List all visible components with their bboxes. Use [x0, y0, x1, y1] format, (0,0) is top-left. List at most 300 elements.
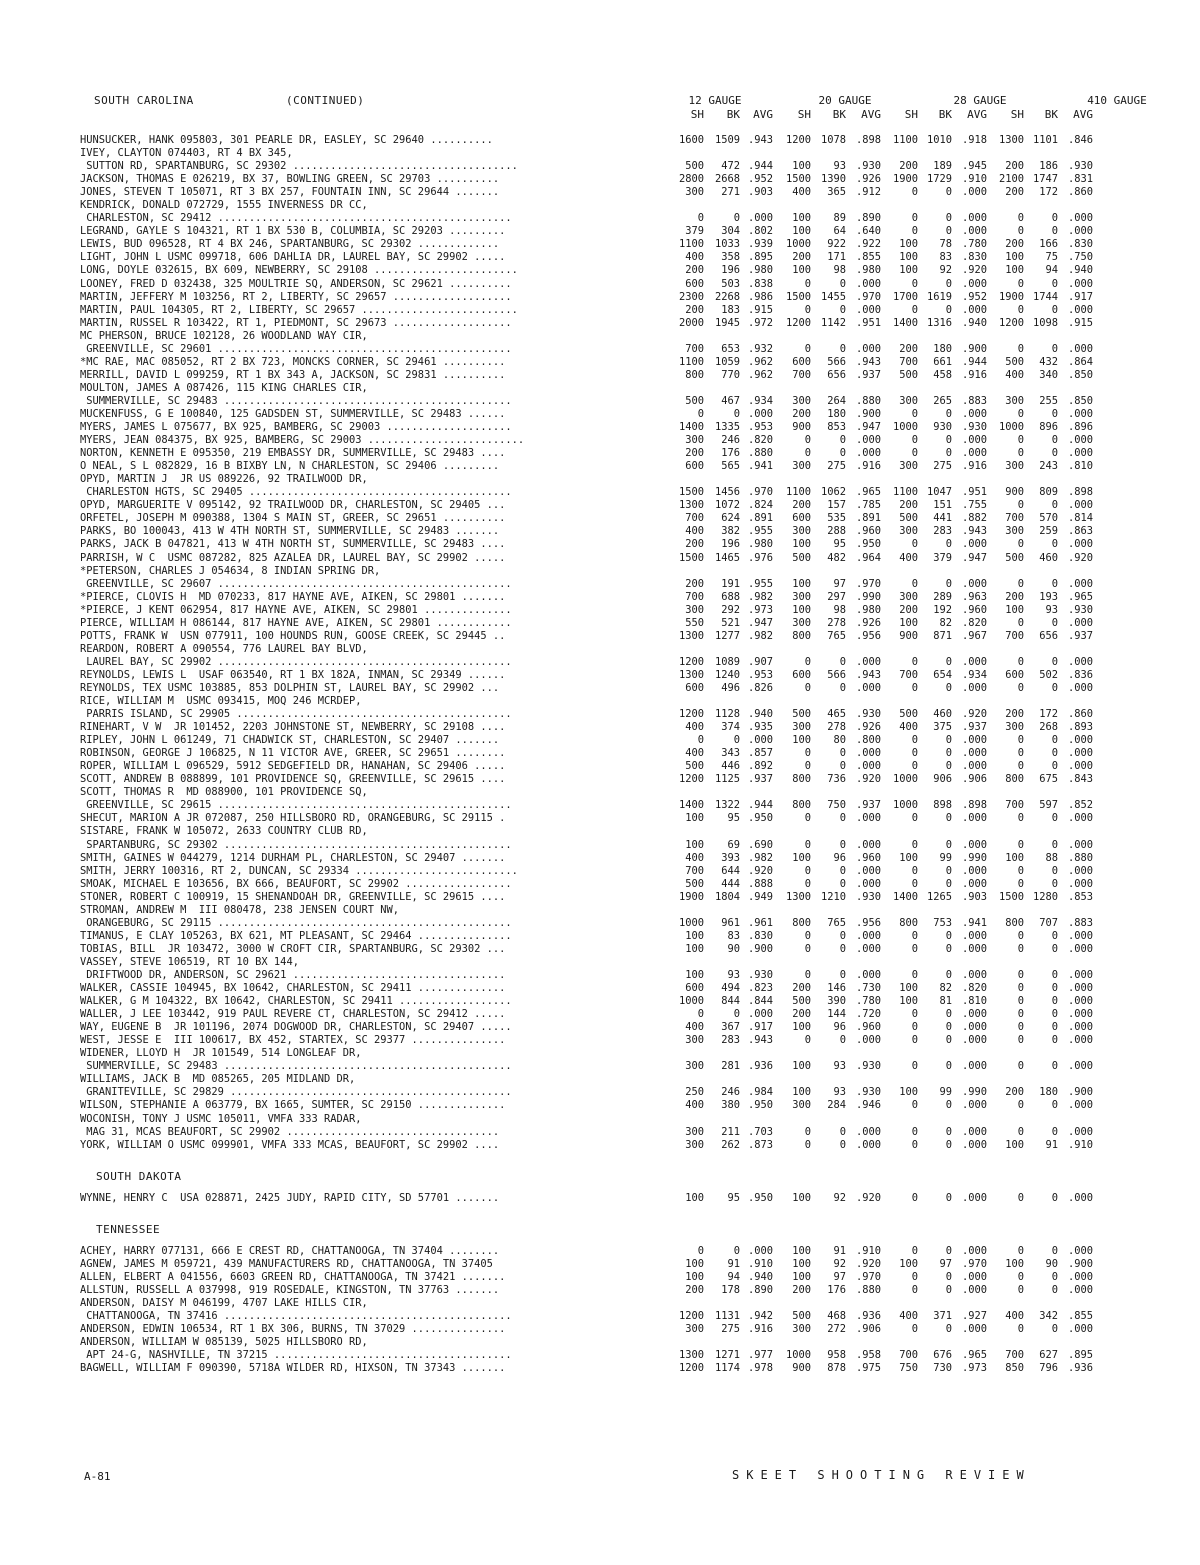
score-cell: .640	[855, 225, 881, 238]
score-cell: 0	[1051, 447, 1058, 460]
score-cell: .000	[961, 864, 987, 877]
score-cell: .880	[855, 394, 881, 407]
score-cell: 0	[1051, 760, 1058, 773]
table-row	[80, 421, 1190, 434]
score-cell: 200	[1005, 1086, 1024, 1099]
score-cell: 300	[1005, 394, 1024, 407]
score-cell: 75	[1045, 251, 1058, 264]
score-cell: 1200	[785, 134, 811, 146]
score-cell: 1400	[892, 890, 918, 903]
score-cell: 0	[945, 303, 952, 316]
score-cell: 200	[899, 160, 918, 173]
score-cell: 200	[1005, 708, 1024, 721]
score-cell: .916	[747, 1322, 773, 1335]
score-cell: 0	[839, 864, 846, 877]
member-entry: WALLER, J LEE 103442, 919 PAUL REVERE CT, CHARLESTON, SC 29412 .....	[80, 1008, 506, 1021]
score-cell: .900	[855, 407, 881, 420]
score-cell: .941	[747, 460, 773, 473]
member-entry: *MC RAE, MAC 085052, RT 2 BX 723, MONCKS CORNER, SC 29461 ..........	[80, 355, 506, 368]
score-cell: 64	[833, 225, 846, 238]
score-cell: 96	[833, 851, 846, 864]
score-cell: 264	[827, 394, 846, 407]
table-row	[80, 408, 1190, 421]
score-cell: 275	[827, 460, 846, 473]
score-cell: 1456	[714, 486, 740, 499]
table-row	[80, 1008, 1190, 1021]
score-cell: 200	[685, 1283, 704, 1296]
score-cell: 1200	[678, 1362, 704, 1375]
score-cell: .000	[1067, 969, 1093, 981]
score-cell: .810	[961, 995, 987, 1008]
score-cell: .918	[961, 134, 987, 146]
score-cell: .984	[747, 1086, 773, 1099]
member-list	[80, 134, 1190, 1375]
score-cell: 283	[721, 1034, 740, 1047]
score-cell: 93	[1045, 603, 1058, 616]
table-row	[80, 1271, 1190, 1284]
score-cell: 171	[827, 251, 846, 264]
column-header: SH	[690, 108, 704, 121]
member-entry: IVEY, CLAYTON 074403, RT 4 BX 345,	[80, 147, 293, 160]
score-cell: 100	[1005, 264, 1024, 277]
score-cell: 82	[939, 982, 952, 995]
score-cell: 0	[911, 812, 918, 825]
score-cell: 0	[1051, 1244, 1058, 1257]
score-cell: .912	[855, 186, 881, 199]
table-row	[80, 578, 1190, 591]
score-cell: .000	[855, 929, 881, 942]
score-cell: 92	[939, 264, 952, 277]
score-cell: .900	[1067, 1086, 1093, 1099]
member-entry: ROPER, WILLIAM L 096529, 5912 SEDGEFIELD DR, HANAHAN, SC 29406 .....	[80, 760, 506, 773]
table-row	[80, 799, 1190, 812]
member-entry: WIDENER, LLOYD H JR 101549, 514 LONGLEAF DR,	[80, 1047, 362, 1060]
score-cell: .943	[961, 525, 987, 538]
table-row	[80, 617, 1190, 630]
score-cell: 283	[933, 525, 952, 538]
member-entry: MARTIN, RUSSEL R 103422, RT 1, PIEDMONT, SC 29673 ...................	[80, 316, 512, 329]
score-cell: 0	[911, 838, 918, 851]
score-cell: 0	[839, 969, 846, 981]
score-cell: 0	[945, 942, 952, 955]
score-cell: .000	[855, 1138, 881, 1151]
score-cell: .970	[855, 290, 881, 303]
score-cell: .990	[961, 851, 987, 864]
score-cell: 157	[827, 499, 846, 512]
score-cell: .000	[961, 1322, 987, 1335]
column-header: BK	[832, 108, 846, 121]
score-cell: .890	[747, 1283, 773, 1296]
member-entry: PARRIS ISLAND, SC 29905 ............................................	[80, 708, 512, 721]
score-cell: 393	[721, 851, 740, 864]
score-cell: 503	[721, 277, 740, 290]
score-cell: 300	[685, 603, 704, 616]
score-cell: 1000	[998, 421, 1024, 434]
score-cell: 0	[839, 655, 846, 668]
score-cell: 0	[804, 342, 811, 355]
score-cell: 0	[1017, 877, 1024, 890]
score-cell: .951	[961, 486, 987, 499]
member-entry: HUNSUCKER, HANK 095803, 301 PEARLE DR, EASLEY, SC 29640 ..........	[80, 134, 493, 146]
table-row	[80, 238, 1190, 251]
score-cell: .000	[961, 1008, 987, 1021]
score-cell: 200	[792, 1283, 811, 1296]
member-entry: GRANITEVILLE, SC 29829 .............................................	[80, 1086, 512, 1099]
score-cell: 1804	[714, 890, 740, 903]
score-cell: .896	[1067, 421, 1093, 434]
score-cell: 1000	[892, 799, 918, 812]
score-cell: 0	[945, 1125, 952, 1138]
score-cell: 1200	[785, 316, 811, 329]
score-cell: 0	[804, 303, 811, 316]
table-row	[80, 173, 1190, 186]
member-entry: GREENVILLE, SC 29601 ...............................................	[80, 342, 512, 355]
score-cell: .855	[855, 251, 881, 264]
score-cell: .000	[1067, 747, 1093, 760]
table-row	[80, 1126, 1190, 1139]
score-cell: 0	[1017, 1322, 1024, 1335]
score-cell: 200	[899, 499, 918, 512]
score-cell: .970	[855, 1270, 881, 1283]
score-cell: 765	[827, 916, 846, 929]
score-cell: .000	[961, 681, 987, 694]
score-cell: .883	[961, 394, 987, 407]
score-cell: 458	[933, 368, 952, 381]
score-cell: 0	[945, 407, 952, 420]
member-entry: *PETERSON, CHARLES J 054634, 8 INDIAN SPRING DR,	[80, 564, 381, 577]
member-entry: SCOTT, THOMAS R MD 088900, 101 PROVIDENCE SQ,	[80, 786, 368, 799]
member-entry: LONG, DOYLE 032615, BX 609, NEWBERRY, SC 29108 .......................	[80, 264, 518, 277]
score-cell: 653	[721, 342, 740, 355]
score-cell: .960	[855, 525, 881, 538]
score-cell: .000	[961, 877, 987, 890]
column-header: AVG	[967, 108, 987, 121]
score-cell: 1059	[714, 355, 740, 368]
member-entry: MOULTON, JAMES A 087426, 115 KING CHARLES CIR,	[80, 381, 368, 394]
table-row	[80, 538, 1190, 551]
member-entry: ANDERSON, EDWIN 106534, RT 1 BX 306, BURNS, TN 37029 ...............	[80, 1322, 506, 1335]
score-cell: .962	[747, 368, 773, 381]
table-row	[80, 1297, 1190, 1310]
score-cell: 1300	[678, 668, 704, 681]
score-cell: .000	[1067, 1060, 1093, 1073]
member-entry: MAG 31, MCAS BEAUFORT, SC 29902 ..................................	[80, 1125, 500, 1138]
member-entry: MYERS, JEAN 084375, BX 925, BAMBERG, SC 29003 .........................	[80, 434, 525, 447]
score-cell: 1265	[926, 890, 952, 903]
score-cell: .945	[961, 160, 987, 173]
gauge-28-header: 28 GAUGE	[953, 94, 1007, 107]
score-cell: 272	[827, 1322, 846, 1335]
score-cell: 300	[685, 1322, 704, 1335]
member-entry: MYERS, JAMES L 075677, BX 925, BAMBERG, SC 29003 ....................	[80, 421, 512, 434]
score-cell: 1300	[678, 499, 704, 512]
score-cell: .000	[961, 760, 987, 773]
score-cell: 500	[685, 394, 704, 407]
score-cell: 0	[945, 225, 952, 238]
score-cell: 0	[911, 1034, 918, 1047]
score-cell: 0	[911, 1138, 918, 1151]
score-cell: .947	[961, 551, 987, 564]
score-cell: .977	[747, 1349, 773, 1362]
table-row	[80, 1310, 1190, 1323]
score-cell: 676	[933, 1349, 952, 1362]
score-cell: 1072	[714, 499, 740, 512]
score-cell: 1100	[678, 238, 704, 251]
score-cell: .000	[1067, 1283, 1093, 1296]
score-cell: 200	[792, 499, 811, 512]
score-cell: 565	[721, 460, 740, 473]
score-cell: 0	[804, 969, 811, 981]
score-cell: 1300	[998, 134, 1024, 146]
member-entry: SCOTT, ANDREW B 088899, 101 PROVIDENCE SQ, GREENVILLE, SC 29615 ....	[80, 773, 506, 786]
score-cell: 0	[804, 864, 811, 877]
score-cell: .943	[855, 355, 881, 368]
score-cell: 502	[1039, 668, 1058, 681]
score-cell: 262	[721, 1138, 740, 1151]
score-cell: 1277	[714, 629, 740, 642]
member-entry: SUTTON RD, SPARTANBURG, SC 29302 ....................................	[80, 160, 518, 173]
score-cell: .852	[1067, 799, 1093, 812]
score-cell: 700	[685, 342, 704, 355]
score-cell: 0	[1017, 303, 1024, 316]
section-heading: TENNESSEE	[96, 1222, 161, 1236]
score-cell: 0	[945, 1060, 952, 1073]
score-cell: .000	[961, 1191, 987, 1204]
score-cell: 600	[792, 512, 811, 525]
score-cell: .903	[747, 186, 773, 199]
score-cell: 0	[945, 969, 952, 981]
score-cell: 0	[1051, 982, 1058, 995]
score-cell: 0	[839, 277, 846, 290]
score-cell: 91	[833, 1244, 846, 1257]
score-cell: 300	[1005, 460, 1024, 473]
score-cell: 200	[899, 603, 918, 616]
table-row	[80, 160, 1190, 173]
score-cell: 0	[1017, 1034, 1024, 1047]
table-row	[80, 382, 1190, 395]
score-cell: 0	[1051, 734, 1058, 747]
score-cell: .895	[1067, 1349, 1093, 1362]
score-cell: 196	[721, 538, 740, 551]
score-cell: 1200	[678, 773, 704, 786]
score-cell: 0	[911, 929, 918, 942]
score-cell: 100	[685, 1270, 704, 1283]
score-cell: .000	[1067, 407, 1093, 420]
score-cell: 0	[945, 1034, 952, 1047]
score-cell: 1047	[926, 486, 952, 499]
score-cell: 176	[827, 1283, 846, 1296]
score-cell: 100	[899, 616, 918, 629]
score-cell: 0	[1051, 1021, 1058, 1034]
score-cell: 0	[1017, 838, 1024, 851]
score-cell: .958	[855, 1349, 881, 1362]
score-cell: .942	[747, 1309, 773, 1322]
score-cell: .000	[855, 655, 881, 668]
score-cell: .000	[961, 734, 987, 747]
score-cell: .940	[747, 1270, 773, 1283]
score-cell: 284	[827, 1099, 846, 1112]
score-cell: 100	[792, 603, 811, 616]
score-cell: .000	[961, 1244, 987, 1257]
score-cell: .930	[855, 1060, 881, 1073]
score-cell: 0	[1017, 864, 1024, 877]
score-cell: 0	[945, 877, 952, 890]
score-cell: .972	[747, 316, 773, 329]
score-cell: 707	[1039, 916, 1058, 929]
score-cell: .880	[1067, 851, 1093, 864]
score-cell: 0	[945, 812, 952, 825]
score-cell: 100	[792, 851, 811, 864]
score-cell: .000	[855, 434, 881, 447]
score-cell: 1200	[678, 708, 704, 721]
score-cell: 1619	[926, 290, 952, 303]
score-cell: 1500	[678, 551, 704, 564]
score-cell: .780	[961, 238, 987, 251]
score-cell: 100	[899, 851, 918, 864]
member-entry: BAGWELL, WILLIAM F 090390, 5718A WILDER RD, HIXSON, TN 37343 .......	[80, 1362, 506, 1375]
score-cell: .000	[855, 447, 881, 460]
score-cell: 0	[804, 681, 811, 694]
score-cell: 0	[911, 1099, 918, 1112]
score-cell: .000	[961, 277, 987, 290]
score-cell: 191	[721, 577, 740, 590]
score-cell: 1400	[892, 316, 918, 329]
table-row	[80, 630, 1190, 643]
score-cell: .898	[855, 134, 881, 146]
score-cell: 93	[833, 160, 846, 173]
score-cell: .937	[855, 799, 881, 812]
score-cell: 172	[1039, 186, 1058, 199]
score-cell: 300	[792, 394, 811, 407]
table-row	[80, 695, 1190, 708]
table-row	[80, 356, 1190, 369]
score-cell: 500	[792, 708, 811, 721]
score-cell: 80	[833, 734, 846, 747]
score-cell: 0	[945, 186, 952, 199]
score-cell: 0	[945, 577, 952, 590]
score-cell: 275	[721, 1322, 740, 1335]
score-cell: 0	[1051, 1191, 1058, 1204]
score-cell: 0	[911, 681, 918, 694]
table-row	[80, 904, 1190, 917]
score-cell: 400	[685, 851, 704, 864]
score-cell: 0	[1017, 225, 1024, 238]
table-row	[80, 447, 1190, 460]
score-cell: 400	[685, 747, 704, 760]
score-cell: 0	[945, 1021, 952, 1034]
score-cell: 300	[792, 1322, 811, 1335]
score-cell: 100	[792, 1257, 811, 1270]
score-cell: 0	[911, 1191, 918, 1204]
member-entry: LEGRAND, GAYLE S 104321, RT 1 BX 530 B, COLUMBIA, SC 29203 .........	[80, 225, 506, 238]
table-row	[80, 330, 1190, 343]
score-cell: 90	[1045, 1257, 1058, 1270]
score-cell: 0	[945, 447, 952, 460]
score-cell: 0	[1051, 1283, 1058, 1296]
member-entry: ORFETEL, JOSEPH M 090388, 1304 S MAIN ST, GREER, SC 29651 ..........	[80, 512, 506, 525]
score-cell: .940	[1067, 264, 1093, 277]
score-cell: .860	[1067, 708, 1093, 721]
score-cell: 300	[792, 616, 811, 629]
score-cell: 922	[827, 238, 846, 251]
member-entry: LEWIS, BUD 096528, RT 4 BX 246, SPARTANBURG, SC 29302 .............	[80, 238, 500, 251]
member-entry: AGNEW, JAMES M 059721, 439 MANUFACTURERS RD, CHATTANOOGA, TN 37405	[80, 1257, 493, 1270]
score-cell: .850	[1067, 368, 1093, 381]
score-cell: .000	[855, 812, 881, 825]
score-cell: 0	[697, 734, 704, 747]
score-cell: .961	[747, 916, 773, 929]
score-cell: .946	[855, 1099, 881, 1112]
score-cell: 1128	[714, 708, 740, 721]
score-cell: 300	[685, 1060, 704, 1073]
score-cell: 600	[685, 277, 704, 290]
member-entry: ACHEY, HARRY 077131, 666 E CREST RD, CHATTANOOGA, TN 37404 ........	[80, 1244, 500, 1257]
score-cell: 0	[1017, 499, 1024, 512]
score-cell: 100	[685, 812, 704, 825]
score-cell: 93	[833, 1086, 846, 1099]
score-cell: 95	[727, 1191, 740, 1204]
score-cell: .000	[1067, 1244, 1093, 1257]
member-entry: JACKSON, THOMAS E 026219, BX 37, BOWLING GREEN, SC 29703 ..........	[80, 173, 500, 186]
score-cell: .830	[747, 929, 773, 942]
score-cell: .973	[747, 603, 773, 616]
score-cell: 500	[899, 368, 918, 381]
score-cell: 380	[721, 1099, 740, 1112]
score-cell: 95	[727, 812, 740, 825]
score-cell: 1100	[785, 486, 811, 499]
table-row	[80, 943, 1190, 956]
table-row	[80, 1245, 1190, 1258]
score-cell: .930	[1067, 160, 1093, 173]
score-cell: 0	[1017, 1099, 1024, 1112]
score-cell: 0	[1017, 407, 1024, 420]
score-cell: 0	[945, 1270, 952, 1283]
member-entry: REARDON, ROBERT A 090554, 776 LAUREL BAY BLVD,	[80, 642, 368, 655]
score-cell: 0	[839, 929, 846, 942]
score-cell: 0	[804, 434, 811, 447]
score-cell: .000	[1067, 1021, 1093, 1034]
score-cell: .910	[855, 1244, 881, 1257]
score-cell: 375	[933, 721, 952, 734]
score-cell: 0	[945, 277, 952, 290]
score-cell: 0	[1051, 812, 1058, 825]
score-cell: 300	[792, 525, 811, 538]
score-cell: 656	[827, 368, 846, 381]
score-cell: 100	[685, 1257, 704, 1270]
score-cell: 878	[827, 1362, 846, 1375]
score-cell: 400	[1005, 1309, 1024, 1322]
member-entry: WALKER, CASSIE 104945, BX 10642, CHARLESTON, SC 29411 ..............	[80, 982, 506, 995]
score-cell: 0	[911, 760, 918, 773]
member-entry: SMITH, GAINES W 044279, 1214 DURHAM PL, CHARLESTON, SC 29407 .......	[80, 851, 506, 864]
score-cell: 100	[685, 929, 704, 942]
score-cell: 0	[911, 186, 918, 199]
table-row	[80, 865, 1190, 878]
table-row	[80, 343, 1190, 356]
score-cell: 0	[1051, 1008, 1058, 1021]
score-cell: 1000	[678, 916, 704, 929]
table-row	[80, 1349, 1190, 1362]
score-cell: 500	[792, 1309, 811, 1322]
score-cell: .730	[855, 982, 881, 995]
score-cell: .980	[747, 264, 773, 277]
score-cell: 496	[721, 681, 740, 694]
score-cell: 100	[792, 225, 811, 238]
score-cell: .906	[855, 1322, 881, 1335]
score-cell: 0	[733, 734, 740, 747]
score-cell: 0	[945, 838, 952, 851]
score-cell: 100	[792, 577, 811, 590]
